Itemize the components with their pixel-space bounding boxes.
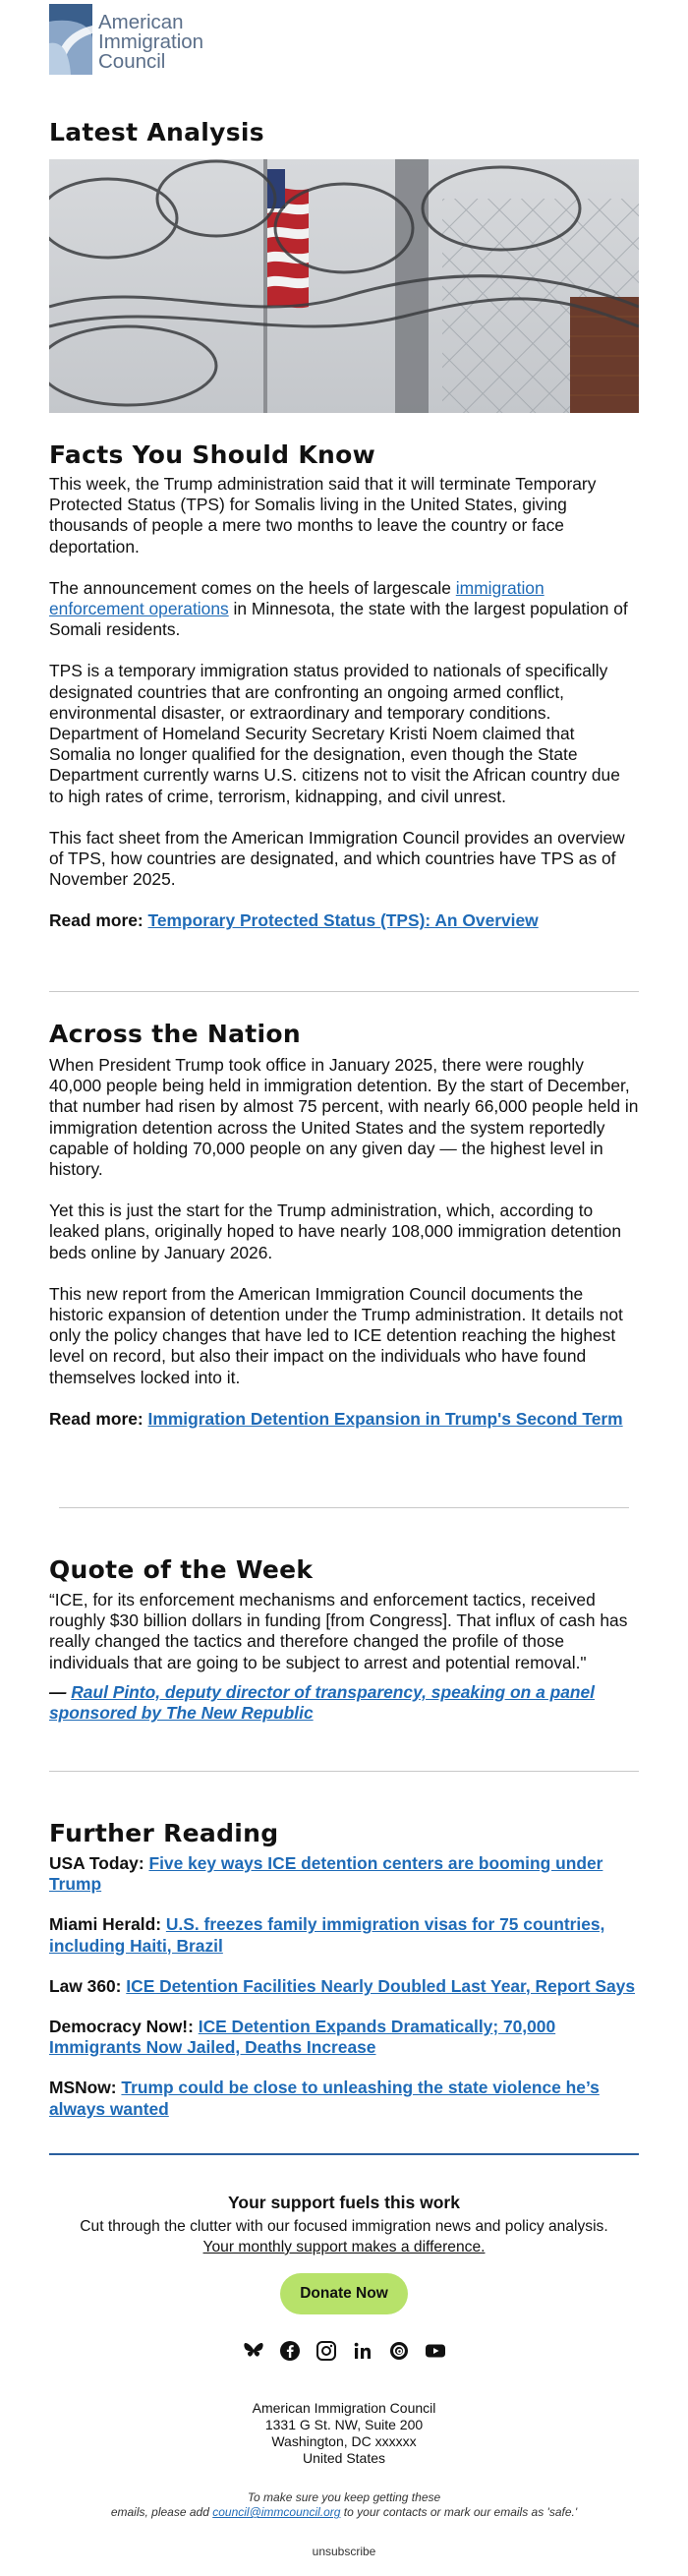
note-line-1: To make sure you keep getting these	[247, 2490, 441, 2504]
brand-line-3: Council	[98, 50, 166, 73]
monthly-support-link[interactable]: Your monthly support makes a difference.	[202, 2239, 486, 2255]
readmore-label: Read more:	[49, 1408, 143, 1429]
list-item	[49, 1853, 639, 1895]
facts-paragraph-4: This fact sheet from the American Immigration Council provides an overview of TPS, how countries are designated, and which countries have TPS as of November 2025.	[49, 827, 625, 890]
support-body-text: Cut through the clutter with our focused immigration news and policy analysis.	[80, 2218, 608, 2235]
flag-behind-razor-wire-photo-icon	[49, 159, 639, 413]
nation-heading: Across the Nation	[49, 1020, 301, 1048]
note-line-2	[49, 2505, 639, 2520]
news-source: MSNow:	[49, 2078, 122, 2098]
news-source: Democracy Now!:	[49, 2017, 199, 2037]
article-link[interactable]: ICE Detention Facilities Nearly Doubled Last Year, Report Says	[126, 1975, 635, 1996]
council-logo-icon	[49, 4, 92, 75]
quote-attribution	[49, 1682, 639, 1724]
support-title: Your support fuels this work	[228, 2193, 460, 2212]
nation-paragraph-3: This new report from the American Immigration Council documents the historic expansion of detention under the Trump administration. It details not only the policy changes that have led to ICE detention reaching the highest level on record, but also their impact on the individuals who have found themselves locked into it.	[49, 1283, 623, 1387]
donate-now-button[interactable]: Donate Now	[280, 2273, 408, 2314]
quote-heading: Quote of the Week	[49, 1555, 314, 1584]
enforcement-operations-link[interactable]: immigration enforcement operations	[49, 577, 545, 619]
news-source: USA Today:	[49, 1853, 149, 1873]
unsubscribe-link[interactable]: unsubscribe	[312, 2545, 376, 2558]
quote-text: “ICE, for its enforcement mechanisms and enforcement tactics, received roughly $30 billion dollars in funding [from Congress]. That influx of cash has really changed the tactics and therefore changed the profile of those individuals that are going to be subject to arrest and potential removal."	[49, 1590, 628, 1672]
quote-source-link[interactable]: Raul Pinto, deputy director of transparency, speaking on a panel sponsored by The New Republic	[49, 1681, 596, 1724]
section-divider	[59, 1507, 629, 1508]
nation-readmore	[49, 1409, 639, 1430]
facts-p2-after: in Minnesota, the state with the largest population of Somali residents.	[49, 599, 628, 640]
section-divider	[49, 991, 639, 992]
social-links	[49, 2340, 639, 2362]
list-item	[49, 1976, 639, 1997]
note-before: emails, please add	[110, 2505, 213, 2519]
instagram-icon[interactable]	[315, 2340, 337, 2362]
brand-line-2: Immigration	[98, 30, 204, 53]
brand-line-1: American	[98, 11, 184, 33]
threads-icon[interactable]	[388, 2340, 410, 2362]
address-city: Washington, DC xxxxxx	[271, 2433, 417, 2449]
section-divider	[49, 1771, 639, 1772]
youtube-icon[interactable]	[425, 2340, 446, 2362]
facts-section	[49, 474, 639, 932]
list-item	[49, 1914, 639, 1956]
linkedin-icon[interactable]	[352, 2340, 373, 2362]
quote-dash: —	[49, 1681, 72, 1702]
unsubscribe-wrapper	[49, 2545, 639, 2558]
news-source: Law 360:	[49, 1975, 127, 1996]
list-item	[49, 2017, 639, 2058]
facts-p2-before: The announcement comes on the heels of largescale	[49, 577, 456, 598]
facts-heading: Facts You Should Know	[49, 440, 376, 469]
article-link[interactable]: ICE Detention Expands Dramatically; 70,000 Immigrants Now Jailed, Deaths Increase	[49, 2017, 556, 2058]
nation-paragraph-1: When President Trump took office in January 2025, there were roughly 40,000 people being held in immigration detention. By the start of December, that number had risen by almost 75 percent, with nearly 66,000 people held in immigration detention across the United States and the system reportedly capable of holding 70,000 people on any given day — the highest level in history.	[49, 1055, 639, 1180]
hero-image[interactable]	[49, 159, 639, 413]
brand-logo[interactable]	[49, 4, 206, 79]
brand-wordmark	[98, 13, 203, 72]
article-link[interactable]: Trump could be close to unleashing the state violence he’s always wanted	[49, 2078, 600, 2119]
latest-analysis-heading: Latest Analysis	[49, 118, 264, 146]
facts-paragraph-1: This week, the Trump administration said that it will terminate Temporary Protected Status (TPS) for Somalis living in the United States, giving thousands of people a mere two months to leave the country or face deportation.	[49, 474, 597, 556]
further-reading-heading: Further Reading	[49, 1819, 279, 1847]
facts-paragraph-3: TPS is a temporary immigration status provided to nationals of specifically designated countries that are confronting an ongoing armed conflict, environmental disaster, or extraordinary and temporary conditions. Department of Homeland Security Secretary Kristi Noem claimed that Somalia no longer qualified for the designation, even though the State Department currently warns U.S. citizens not to visit the African country due to high rates of crime, terrorism, kidnapping, and civil unrest.	[49, 661, 620, 806]
address-org: American Immigration Council	[252, 2400, 436, 2416]
list-item	[49, 2078, 639, 2119]
tps-overview-link[interactable]: Temporary Protected Status (TPS): An Overview	[147, 910, 539, 931]
note-after: to your contacts or mark our emails as 'safe.'	[340, 2505, 578, 2519]
footer-divider	[49, 2153, 639, 2155]
safe-sender-note	[49, 2490, 639, 2520]
article-link[interactable]: U.S. freezes family immigration visas for 75 countries, including Haiti, Brazil	[49, 1914, 605, 1956]
article-link[interactable]: Five key ways ICE detention centers are booming under Trump	[49, 1853, 603, 1895]
news-source: Miami Herald:	[49, 1914, 166, 1935]
facebook-icon[interactable]	[279, 2340, 301, 2362]
address-street: 1331 G St. NW, Suite 200	[264, 2417, 424, 2432]
nation-section	[49, 1055, 639, 1430]
facts-readmore	[49, 910, 639, 931]
nation-paragraph-2: Yet this is just the start for the Trump administration, which, according to leaked plans, originally hoped to have nearly 108,000 immigration detention beds online by January 2026.	[49, 1200, 622, 1262]
detention-expansion-link[interactable]: Immigration Detention Expansion in Trump's Second Term	[147, 1408, 623, 1429]
bluesky-icon[interactable]	[243, 2340, 264, 2362]
mailing-address	[49, 2400, 639, 2467]
address-country: United States	[302, 2450, 386, 2466]
quote-section	[49, 1590, 639, 1724]
donate-wrapper	[49, 2273, 639, 2314]
readmore-label: Read more:	[49, 910, 143, 931]
facts-paragraph-2	[49, 578, 639, 641]
further-reading-list	[49, 1853, 639, 2139]
council-email-link[interactable]: council@immcouncil.org	[212, 2505, 341, 2519]
support-body	[49, 2216, 639, 2257]
